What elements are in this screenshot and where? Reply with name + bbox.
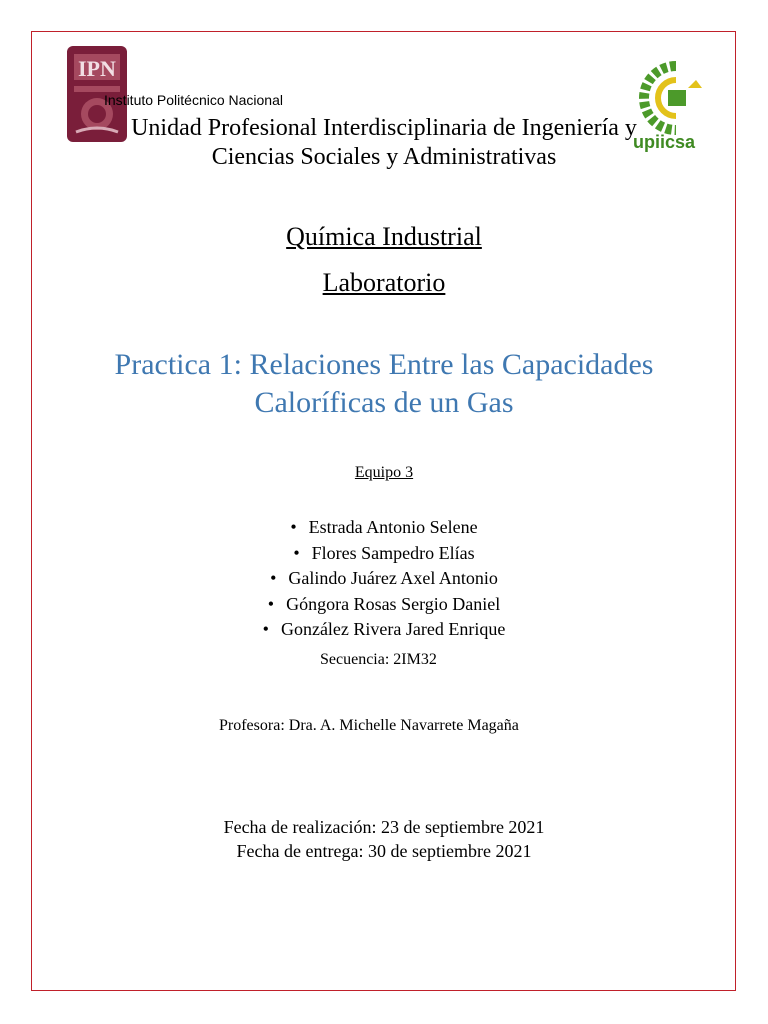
team-label-text: Equipo 3 bbox=[354, 464, 414, 481]
institution-name: Instituto Politécnico Nacional bbox=[104, 92, 283, 108]
unit-name-line1: Unidad Profesional Interdisciplinaria de Ingeniería y bbox=[131, 115, 637, 141]
realization-date: Fecha de realización: 23 de septiembre 2021 bbox=[223, 817, 545, 837]
practice-title bbox=[0, 346, 768, 422]
delivery-date: Fecha de entrega: 30 de septiembre 2021 bbox=[236, 841, 532, 861]
member-item: • González Rivera Jared Enrique bbox=[0, 618, 768, 644]
subject-title-text: Química Industrial bbox=[286, 222, 482, 251]
professor: Profesora: Dra. A. Michelle Navarrete Magaña bbox=[219, 717, 519, 734]
subject-title bbox=[0, 222, 768, 252]
unit-name-line2: Ciencias Sociales y Administrativas bbox=[211, 144, 557, 170]
member-item: • Flores Sampedro Elías bbox=[0, 542, 768, 568]
course-type bbox=[0, 268, 768, 298]
svg-text:upiicsa: upiicsa bbox=[633, 132, 696, 152]
member-item: • Estrada Antonio Selene bbox=[0, 516, 768, 542]
practice-title-line2: Caloríficas de un Gas bbox=[254, 386, 514, 419]
member-item: • Galindo Juárez Axel Antonio bbox=[0, 567, 768, 593]
member-list bbox=[0, 516, 768, 644]
svg-text:IPN: IPN bbox=[78, 56, 116, 81]
dates bbox=[0, 815, 768, 863]
team-label bbox=[0, 464, 768, 482]
member-item: • Góngora Rosas Sergio Daniel bbox=[0, 593, 768, 619]
practice-title-line1: Practica 1: Relaciones Entre las Capacidades bbox=[114, 348, 654, 381]
sequence: Secuencia: 2IM32 bbox=[320, 651, 437, 668]
unit-name bbox=[0, 114, 768, 172]
course-type-text: Laboratorio bbox=[322, 268, 446, 297]
